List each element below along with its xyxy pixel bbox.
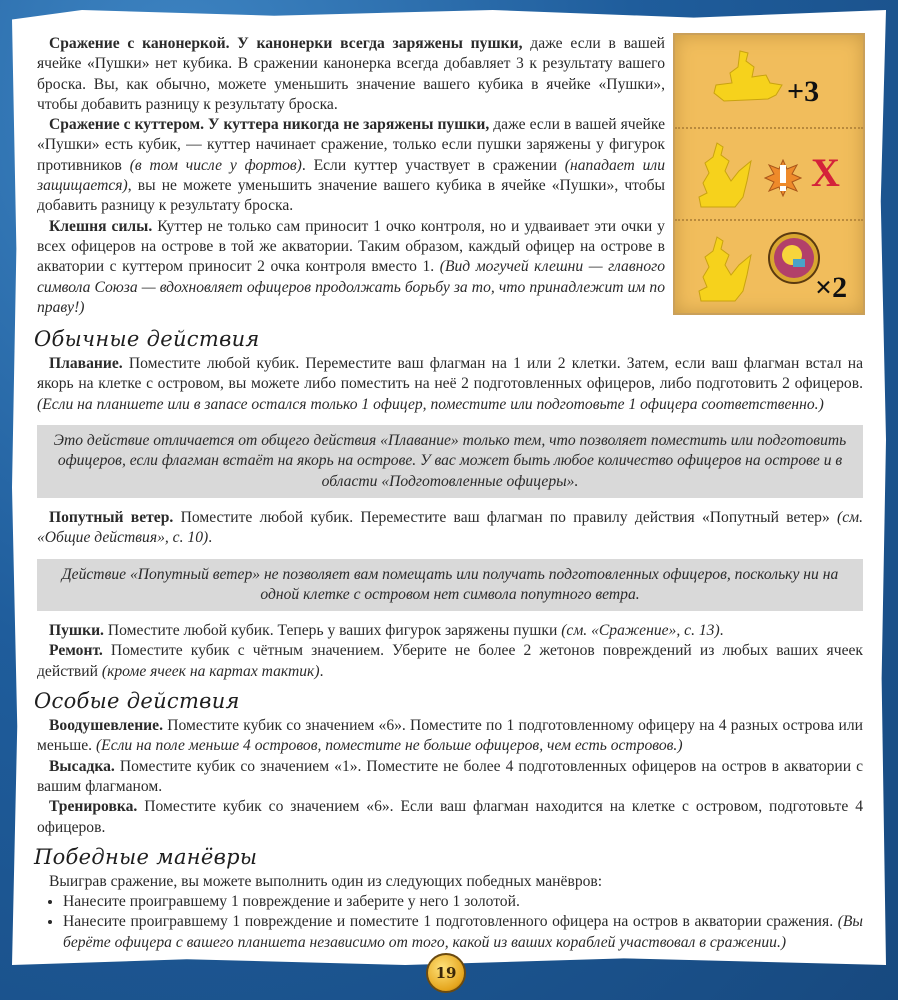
note-box bbox=[37, 559, 863, 612]
rule-term: Воодушевление. bbox=[49, 717, 163, 735]
list-item bbox=[63, 912, 863, 953]
maneuver-list bbox=[37, 892, 863, 953]
gunboat-bonus-label: +3 bbox=[787, 75, 820, 108]
rule-text: Поместите любой кубик. Переместите ваш флагман на 1 или 2 клетки. Затем, если ваш флагман встал на якорь на клетке с островом, вы можете либо поместить на неё 2 подготовленных офицеров, либо подготовить 2 офицеров. bbox=[37, 355, 863, 393]
rule-text: Поместите любой кубик. Теперь у ваших фигурок заряжены пушки bbox=[103, 622, 562, 640]
rule-paragraph bbox=[37, 757, 863, 798]
note-box bbox=[37, 425, 863, 498]
rule-text: даже если в вашей ячейке «Пушки» есть кубик, — куттер начинает сражение, только если пушки заряжены у фигурок противников bbox=[37, 116, 665, 174]
section-heading: Обычные действия bbox=[34, 327, 260, 352]
rule-term: Высадка. bbox=[49, 757, 115, 775]
rule-note-italic: (Если на планшете или в запасе остался только 1 офицер, поместите или подготовьте 1 офицера соответственно.) bbox=[37, 395, 824, 413]
page-number-coin bbox=[426, 953, 466, 993]
section-heading: Особые действия bbox=[34, 689, 240, 714]
rule-text: Это действие отличается от общего действия «Плавание» только тем, что позволяет поместить или подготовить офицеров, если флагман встаёт на якорь на острове. У вас может быть любое количество офицеров на острове и в области «Подготовленные офицеры». bbox=[53, 432, 847, 490]
rule-term: Сражение с канонеркой. У канонерки всегда заряжены пушки, bbox=[49, 35, 523, 52]
rule-paragraph bbox=[37, 217, 665, 318]
rule-note-italic: (Вид могучей клешни — главного символа Союза — вдохновляет офицеров продолжать борьбу за то, что принадлежит им по праву!) bbox=[37, 258, 666, 316]
rule-text: Действие «Попутный ветер» не позволяет вам помещать или получать подготовленных офицеров, поскольку ни на одной клетке с островом нет символа попутного ветра. bbox=[61, 565, 839, 603]
rule-text: Поместите кубик со значением «6». Поместите по 1 подготовленному офицеру на 4 разных острова или меньше. bbox=[37, 717, 863, 755]
rule-paragraph bbox=[37, 354, 863, 415]
rule-paragraph bbox=[37, 115, 665, 216]
cutter-rules-intro bbox=[37, 34, 665, 318]
list-item bbox=[63, 892, 863, 912]
rule-text: Поместите кубик со значением «1». Поместите не более 4 подготовленных офицеров на остров в акватории с вашим флагманом. bbox=[37, 757, 863, 795]
rule-text: . bbox=[719, 622, 724, 640]
rule-term: Ремонт. bbox=[49, 642, 103, 660]
rule-paragraph bbox=[37, 797, 863, 838]
rule-text: даже если в вашей ячейке «Пушки» нет кубика. В сражении канонерка всегда добавляет 3 к результату вашего броска. Вы, как обычно, можете уменьшить значение вашего кубика в ячейке «Пушки», чтобы добавить разницу к результату броска. bbox=[37, 35, 666, 113]
rule-term: Пушки. bbox=[49, 622, 104, 640]
section-heading: Победные манёвры bbox=[34, 844, 258, 869]
rule-term: Сражение с куттером. У куттера никогда не заряжены пушки, bbox=[49, 116, 490, 134]
rule-text: . bbox=[208, 529, 213, 547]
rule-text: Нанесите проигравшему 1 повреждение и заберите у него 1 золотой. bbox=[63, 893, 520, 911]
rule-term: Тренировка. bbox=[49, 798, 138, 816]
rule-text: Поместите любой кубик. Переместите ваш флагман по правилу действия «Попутный ветер» bbox=[173, 508, 838, 526]
rule-text: . bbox=[319, 662, 324, 680]
rule-paragraph bbox=[37, 508, 863, 549]
page-number: 19 bbox=[435, 964, 457, 982]
rule-paragraph bbox=[37, 34, 665, 115]
claw-multiplier-label: ×2 bbox=[815, 271, 848, 304]
rule-text: Выиграв сражение, вы можете выполнить один из следующих победных манёвров: bbox=[49, 872, 603, 890]
rules-text bbox=[34, 34, 864, 953]
rule-text: Куттер не только сам приносит 1 очко контроля, но и удваивает эти очки у всех офицеров на острове в той же акватории. Таким образом, каждый офицер на острове в акватории с куттером приносит 2 очка контроля вместо 1. bbox=[37, 217, 665, 276]
rule-text: . Если куттер участвует в сражении bbox=[301, 156, 565, 174]
rule-paragraph bbox=[37, 716, 863, 757]
rule-paragraph bbox=[37, 872, 863, 892]
rule-text: Нанесите проигравшему 1 повреждение и поместите 1 подготовленного офицера на остров в акватории сражения. bbox=[63, 913, 838, 931]
rule-note-italic: (см. «Общие действия», с. 10) bbox=[37, 508, 864, 547]
rule-note-italic: (Вы берёте офицера с вашего планшета независимо от того, какой из ваших кораблей участвовал в сражении.) bbox=[63, 913, 863, 951]
rule-term: Плавание. bbox=[49, 355, 123, 373]
rule-text: Поместите кубик со значением «6». Если ваш флагман находится на клетке с островом, подготовьте 4 офицеров. bbox=[37, 798, 863, 836]
rule-term: Клешня силы. bbox=[49, 217, 153, 235]
rule-term: Попутный ветер. bbox=[49, 508, 174, 526]
rule-paragraph bbox=[37, 641, 863, 682]
forbidden-x-mark: X bbox=[811, 150, 840, 195]
rule-paragraph bbox=[37, 621, 863, 641]
rule-note-italic: (кроме ячеек на картах тактик) bbox=[101, 662, 320, 680]
rule-note-italic: (см. «Сражение», с. 13) bbox=[561, 622, 720, 640]
rules-sections bbox=[34, 326, 864, 953]
rule-note-italic: (Если на поле меньше 4 островов, поместите не больше офицеров, чем есть островов.) bbox=[95, 737, 683, 755]
rule-text: Поместите кубик с чётным значением. Уберите не более 2 жетонов повреждений из любых ваших ячеек действий bbox=[37, 642, 863, 680]
rule-text: , вы не можете уменьшить значение вашего кубика в ячейке «Пушки», чтобы добавить разницу к результату броска. bbox=[37, 177, 665, 215]
rule-note-italic: (нападает или защищается) bbox=[37, 156, 665, 195]
rule-note-italic: (в том числе у фортов) bbox=[129, 156, 302, 174]
